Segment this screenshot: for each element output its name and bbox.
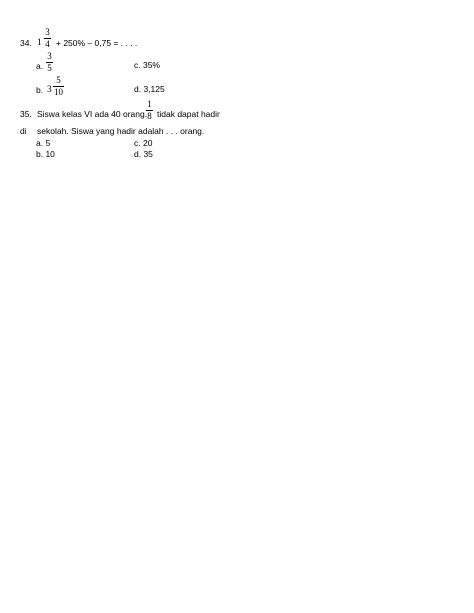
question-35-text-after: tidak dapat hadir [157, 109, 220, 119]
question-35-number: 35. [20, 109, 32, 119]
question-35-line2-di: di [20, 126, 27, 136]
option-34-b-fraction [53, 76, 64, 97]
question-35-line2-text: sekolah. Siswa yang hadir adalah . . . orang. [37, 126, 205, 136]
option-34-b-label: b. [36, 85, 44, 95]
question-34-mixed-whole: 1 [37, 38, 42, 48]
option-34-b-whole: 3 [47, 85, 52, 95]
option-35-b: b. 10 [36, 149, 55, 159]
option-34-a-numerator: 3 [47, 51, 52, 61]
option-34-a-denominator: 5 [47, 63, 52, 73]
question-35-fraction-numerator: 1 [147, 99, 152, 109]
question-34-fraction [44, 28, 51, 49]
option-35-d: d. 35 [134, 149, 153, 159]
option-34-d: d. 3,125 [134, 84, 165, 94]
question-34-fraction-numerator: 3 [45, 27, 50, 37]
question-34-expression: + 250% – 0,75 = . . . . [56, 38, 138, 48]
option-34-a-fraction [46, 52, 53, 73]
option-35-a: a. 5 [36, 138, 51, 148]
question-34-number: 34. [20, 38, 32, 48]
option-34-b-numerator: 5 [56, 75, 61, 85]
option-34-a-label: a. [36, 61, 44, 71]
question-35-fraction-denominator: 8 [147, 111, 152, 121]
option-34-b-denominator: 10 [54, 87, 63, 97]
question-35-text-before: Siswa kelas VI ada 40 orang. [37, 109, 148, 119]
question-34-fraction-denominator: 4 [45, 39, 50, 49]
option-34-c: c. 35% [134, 60, 160, 70]
option-35-c: c. 20 [134, 138, 153, 148]
question-35-fraction [146, 100, 153, 121]
